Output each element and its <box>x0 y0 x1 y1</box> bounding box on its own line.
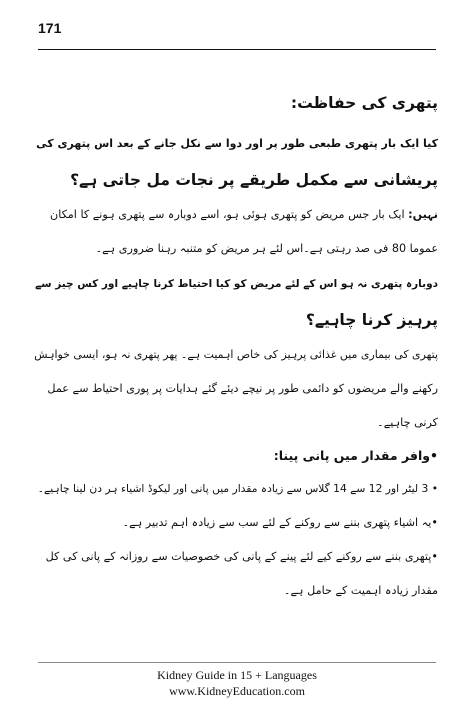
answer-1-text: ایک بار جس مریض کو پتھری ہوئی ہو، اسے دوبارہ سے پتھری ہونے کا امکان <box>50 208 409 221</box>
sub-heading-water: •وافر مقدار میں پانی پینا: <box>273 448 438 463</box>
answer-1-lead: نہیں: <box>408 208 438 221</box>
footer-title: Kidney Guide in 15 + Languages <box>157 668 317 682</box>
bullet-2: •یہ اشیاء پتھری بننے سے روکنے کے لئے سب سے زیادہ اہم تدبیر ہے۔ <box>122 516 438 529</box>
footer-website: www.KidneyEducation.com <box>169 684 305 698</box>
bullet-3-line-2: مقدار زیادہ اہمیت کے حامل ہے۔ <box>283 584 438 597</box>
answer-1-line-2: عموما 80 فی صد رہتی ہے۔اس لئے ہر مریض کو متنبہ رہنا ضروری ہے۔ <box>95 242 438 255</box>
header-rule <box>38 49 436 50</box>
section-heading: پتھری کی حفاظت: <box>290 94 438 112</box>
question-1-line-1: کیا ایک بار پتھری طبعی طور پر اور دوا سے نکل جانے کے بعد اس پتھری کی <box>36 137 438 150</box>
question-2-line-1: دوبارہ پتھری نہ ہو اس کے لئے مریض کو کیا احتیاط کرنا چاہیے اور کس چیز سے <box>35 278 438 290</box>
answer-2-line-3: کرنی چاہیے۔ <box>377 416 438 429</box>
answer-2-line-2: رکھنے والے مریضوں کو دائمی طور پر نیچے دیئے گئے ہدایات پر پوری احتیاط سے عمل <box>47 382 438 395</box>
bullet-1: • 3 لیٹر اور 12 سے 14 گلاس سے زیادہ مقدار میں پانی اور لیکوڈ اشیاء ہر دن لینا چاہیے۔ <box>37 482 438 495</box>
page-content <box>34 92 438 608</box>
footer <box>0 667 474 699</box>
answer-2-line-1: پتھری کی بیماری میں غذائی پرہیز کی خاص اہمیت ہے۔ پھر پتھری نہ ہو، ایسی خواہش <box>34 348 438 361</box>
page-number: 171 <box>38 20 62 36</box>
question-2-line-2: پرہیز کرنا چاہیے؟ <box>305 311 438 329</box>
footer-rule <box>38 662 436 663</box>
question-1-line-2: پریشانی سے مکمل طریقے پر نجات مل جاتی ہے؟ <box>70 171 438 189</box>
bullet-3-line-1: •پتھری بننے سے روکنے کیے لئے پینے کے پانی کی خصوصیات سے روزانہ کے پانی کی کل <box>45 550 438 563</box>
answer-1-line-1 <box>34 198 438 232</box>
